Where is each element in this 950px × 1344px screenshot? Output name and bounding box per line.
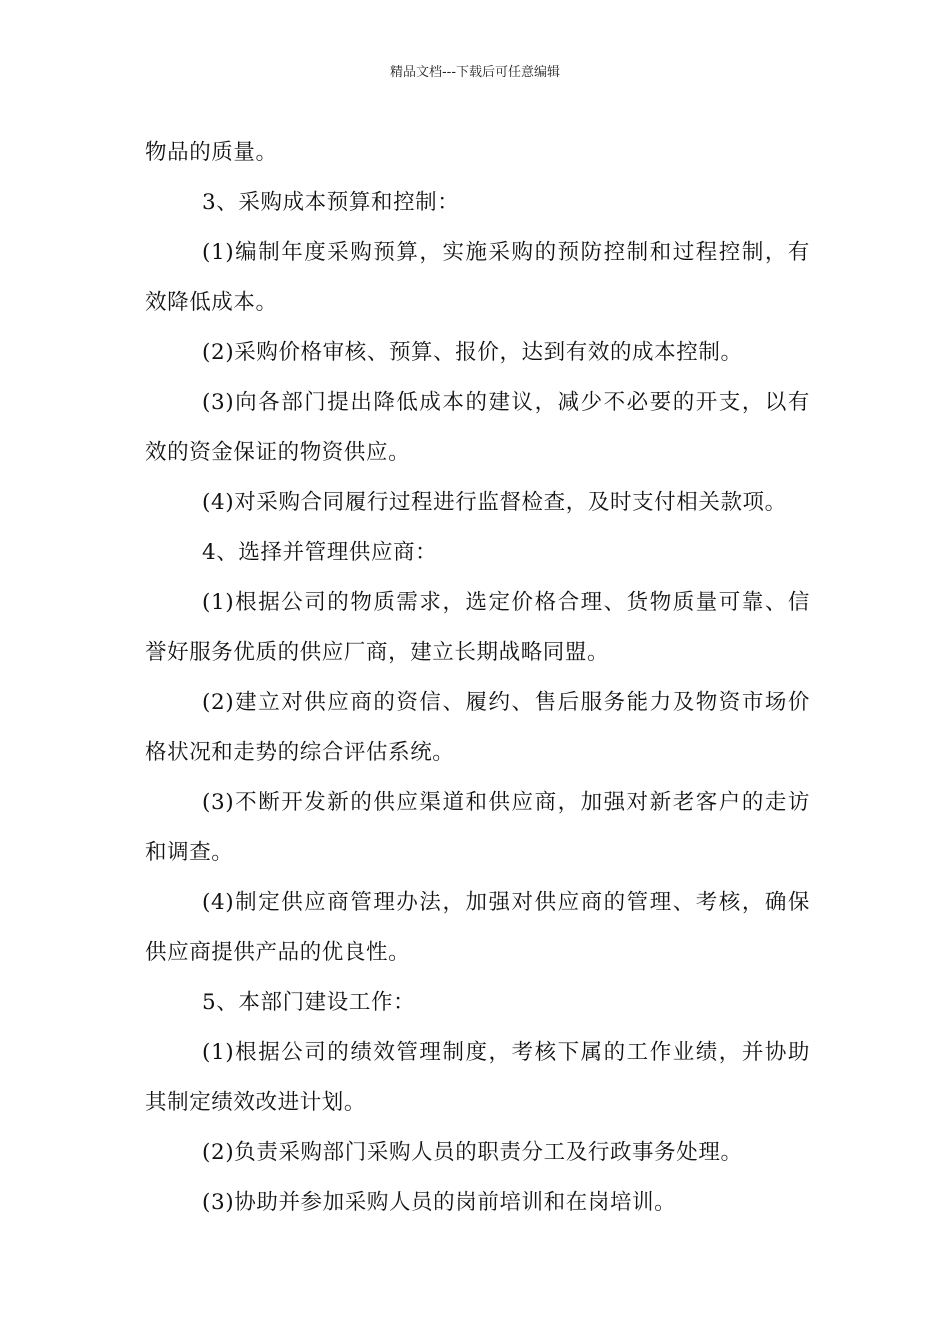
text-line: (3)协助并参加采购人员的岗前培训和在岗培训。 bbox=[202, 1190, 677, 1215]
text-line: 效的资金保证的物资供应。 bbox=[145, 440, 411, 465]
text-line: (1)编制年度采购预算，实施采购的预防控制和过程控制，有 bbox=[202, 240, 810, 265]
text-line: (2)采购价格审核、预算、报价，达到有效的成本控制。 bbox=[202, 340, 743, 365]
section-heading: 3、采购成本预算和控制： bbox=[202, 190, 460, 215]
text-line: 效降低成本。 bbox=[145, 290, 278, 315]
text-line: 其制定绩效改进计划。 bbox=[145, 1090, 367, 1115]
text-line: 誉好服务优质的供应厂商，建立长期战略同盟。 bbox=[145, 640, 610, 665]
text-line: (1)根据公司的绩效管理制度，考核下属的工作业绩，并协助 bbox=[202, 1040, 810, 1065]
text-line: (4)对采购合同履行过程进行监督检查，及时支付相关款项。 bbox=[202, 490, 787, 515]
text-line: (2)负责采购部门采购人员的职责分工及行政事务处理。 bbox=[202, 1140, 743, 1165]
page-header: 精品文档---下载后可任意编辑 bbox=[389, 65, 561, 80]
text-line: (3)不断开发新的供应渠道和供应商，加强对新老客户的走访 bbox=[202, 790, 810, 815]
text-line: (1)根据公司的物质需求，选定价格合理、货物质量可靠、信 bbox=[202, 590, 810, 615]
section-heading: 4、选择并管理供应商： bbox=[202, 540, 438, 565]
text-line: 格状况和走势的综合评估系统。 bbox=[145, 740, 455, 765]
text-line: (4)制定供应商管理办法，加强对供应商的管理、考核，确保 bbox=[202, 890, 810, 915]
section-heading: 5、本部门建设工作： bbox=[202, 990, 416, 1015]
text-line: (3)向各部门提出降低成本的建议，减少不必要的开支，以有 bbox=[202, 390, 810, 415]
text-line: 供应商提供产品的优良性。 bbox=[145, 940, 411, 965]
text-line: 物品的质量。 bbox=[145, 140, 278, 165]
text-line: 和调查。 bbox=[145, 840, 234, 865]
text-line: (2)建立对供应商的资信、履约、售后服务能力及物资市场价 bbox=[202, 690, 810, 715]
document-body bbox=[145, 128, 810, 1228]
